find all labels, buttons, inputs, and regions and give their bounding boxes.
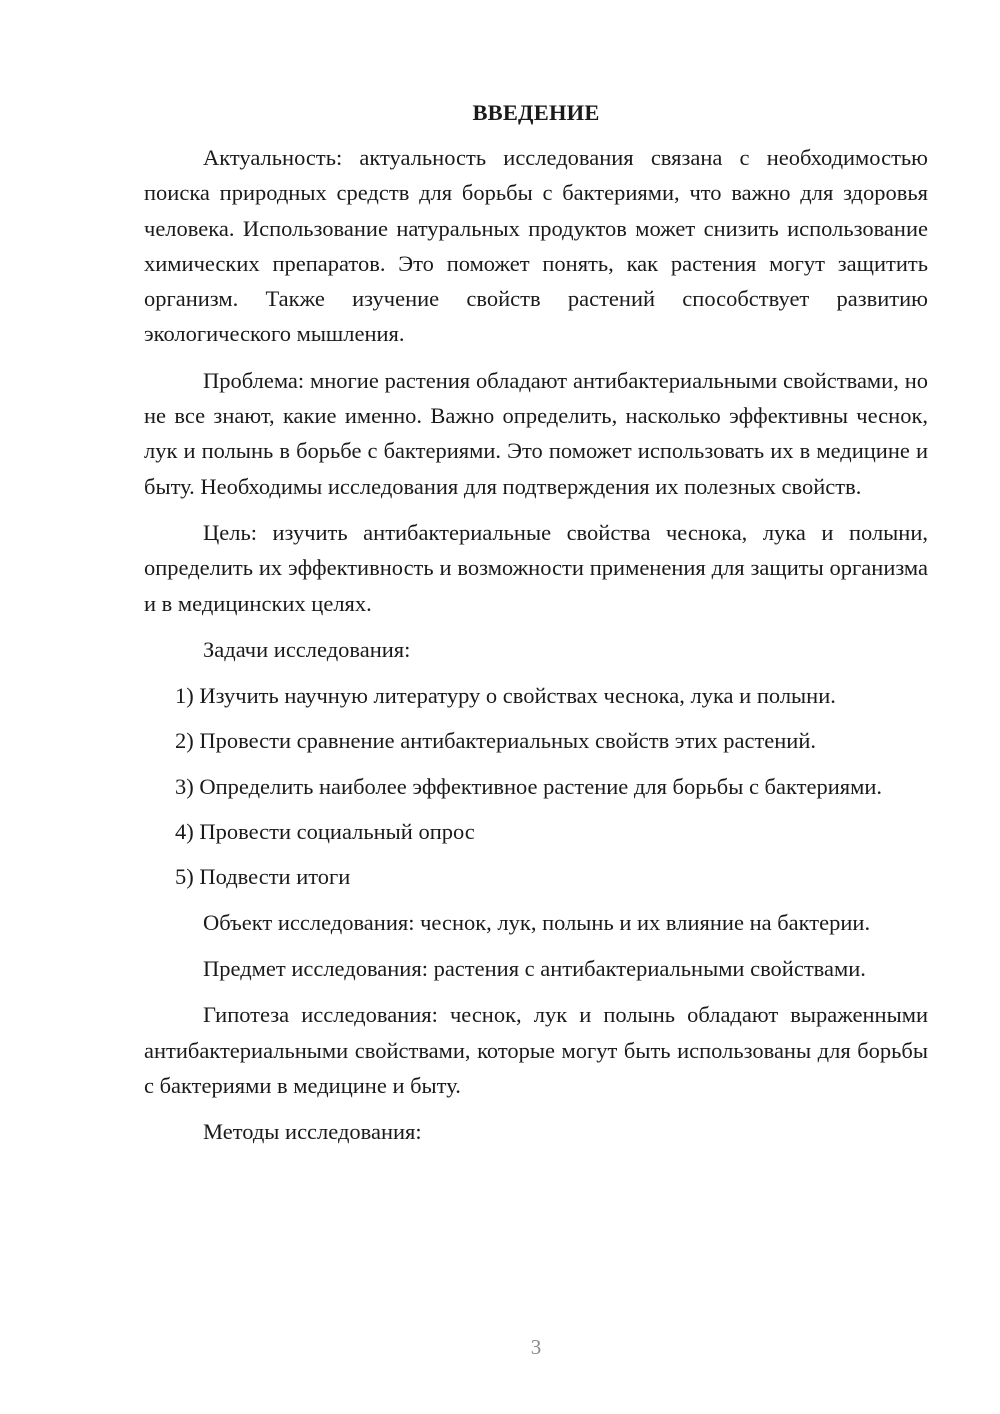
task-list-item-4: 4) Провести социальный опрос <box>175 819 475 845</box>
paragraph-tasks-heading: Задачи исследования: <box>203 636 411 662</box>
document-body <box>144 96 928 1160</box>
section-title: ВВЕДЕНИЕ <box>472 100 600 125</box>
paragraph-hypothesis: Гипотеза исследования: чеснок, лук и полынь обладают выраженными антибактериальными свойствами, которые могут быть использованы для борьбы с бактериями в медицине и быту. <box>144 1002 928 1098</box>
paragraph-goal: Цель: изучить антибактериальные свойства чеснока, лука и полыни, определить их эффективность и возможности применения для защиты организма и в медицинских целях. <box>144 519 928 616</box>
page-number: 3 <box>530 1335 542 1359</box>
paragraph-methods-heading: Методы исследования: <box>203 1119 422 1145</box>
task-list-item-1: 1) Изучить научную литературу о свойствах чеснока, лука и полыни. <box>175 683 836 709</box>
paragraph-object: Объект исследования: чеснок, лук, полынь и их влияние на бактерии. <box>203 909 871 935</box>
task-list-item-5: 5) Подвести итоги <box>175 864 351 890</box>
paragraph-problem: Проблема: многие растения обладают антибактериальными свойствами, но не все знают, какие именно. Важно определить, насколько эффективны чеснок, лук и полынь в борьбе с бактериями. Это поможет использовать их в медицине и быту. Необходимы исследования для подтверждения их полезных свойств. <box>144 367 928 499</box>
paragraph-subject: Предмет исследования: растения с антибактериальными свойствами. <box>203 955 866 981</box>
task-list-item-3: 3) Определить наиболее эффективное растение для борьбы с бактериями. <box>175 773 882 799</box>
task-list-item-2: 2) Провести сравнение антибактериальных свойств этих растений. <box>175 728 817 754</box>
paragraph-relevance: Актуальность: актуальность исследования связана с необходимостью поиска природных средств для борьбы с бактериями, что важно для здоровья человека. Использование натуральных продуктов может снизить использование химических препаратов. Это поможет понять, как растения могут защитить организм. Также изучение свойств растений способствует развитию экологического мышления. <box>144 145 928 347</box>
